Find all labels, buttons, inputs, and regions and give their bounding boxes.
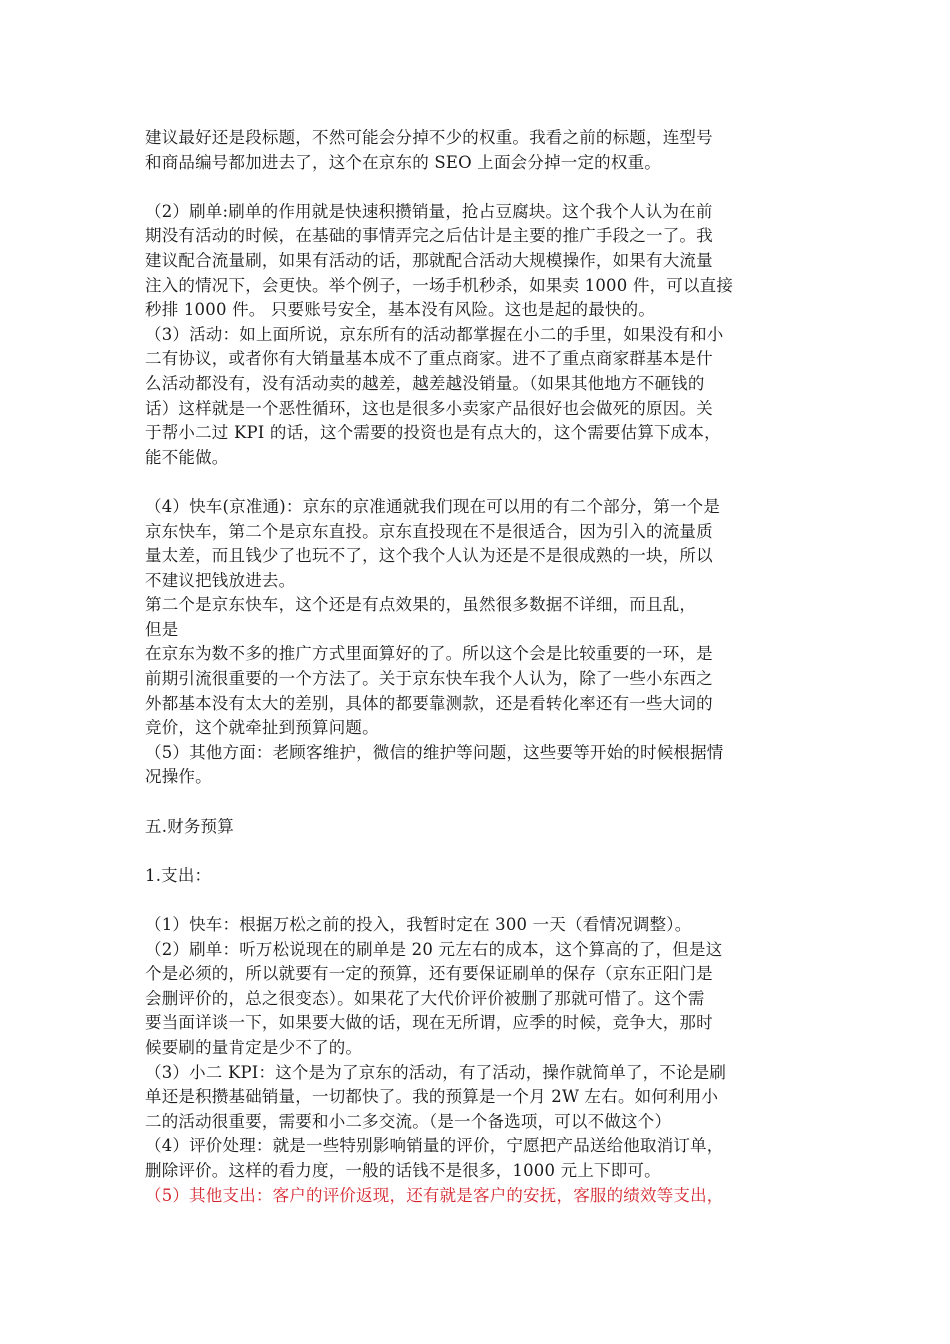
text-line: （1）快车：根据万松之前的投入，我暂时定在 300 一天（看情况调整）。: [145, 915, 692, 934]
text-line: 况操作。: [145, 767, 212, 787]
text-line: 前期引流很重要的一个方法了。关于京东快车我个人认为，除了一些小东西之: [145, 669, 713, 689]
text-line: 能不能做。: [145, 447, 229, 467]
blank-line: [145, 888, 810, 913]
text-line: 秒排 1000 件。 只要账号安全，基本没有风险。这也是起的最快的。: [145, 300, 656, 320]
text-line: 不建议把钱放进去。: [145, 570, 296, 590]
text-line: 五.财务预算: [145, 816, 234, 836]
text-line: （4）评价处理：就是一些特别影响销量的评价，宁愿把产品送给他取消订单，: [145, 1136, 724, 1156]
text-line: 二有协议，或者你有大销量基本成不了重点商家。进不了重点商家群基本是什: [145, 349, 713, 369]
text-line: 单还是积攒基础销量，一切都快了。我的预算是一个月 2W 左右。如何利用小: [145, 1087, 719, 1107]
text-line: （2）刷单：听万松说现在的刷单是 20 元左右的成本，这个算高的了，但是这: [145, 939, 723, 959]
text-line: 外都基本没有太大的差别，具体的都要靠测款，还是看转化率还有一些大词的: [145, 693, 713, 713]
blank-line: [145, 470, 810, 495]
text-line: 和商品编号都加进去了，这个在京东的 SEO 上面会分掉一定的权重。: [145, 152, 661, 172]
blank-line: [145, 790, 810, 815]
text-line: 么活动都没有，没有活动卖的越差，越差越没销量。（如果其他地方不砸钱的: [145, 373, 705, 393]
text-line: 个是必须的，所以就要有一定的预算，还有要保证刷单的保存（京东正阳门是: [145, 964, 713, 984]
text-line: 要当面详谈一下，如果要大做的话，现在无所谓，应季的时候，竞争大，那时: [145, 1013, 713, 1033]
text-line: 量太差，而且钱少了也玩不了，这个我个人认为还是不是很成熟的一块，所以: [145, 546, 713, 566]
document-page: [145, 126, 810, 1208]
text-line: （3）活动：如上面所说，京东所有的活动都掌握在小二的手里，如果没有和小: [145, 324, 724, 344]
text-line: 1.支出：: [145, 865, 212, 885]
text-line: 于帮小二过 KPI 的话，这个需要的投资也是有点大的，这个需要估算下成本，: [145, 423, 721, 443]
text-line: 候要刷的量肯定是少不了的。: [145, 1037, 363, 1057]
text-line: 建议最好还是段标题，不然可能会分掉不少的权重。我看之前的标题，连型号: [145, 128, 713, 147]
text-line: （4）快车(京准通)：京东的京准通就我们现在可以用的有二个部分，第一个是: [145, 496, 721, 516]
text-line: 删除评价。这样的看力度，一般的话钱不是很多，1000 元上下即可。: [145, 1160, 661, 1180]
text-line: （2）刷单:刷单的作用就是快速积攒销量，抢占豆腐块。这个我个人认为在前: [145, 201, 713, 221]
text-line: 建议配合流量刷，如果有活动的话，那就配合活动大规模操作，如果有大流量: [145, 250, 713, 270]
text-line: （3）小二 KPI：这个是为了京东的活动，有了活动，操作就简单了，不论是刷: [145, 1062, 727, 1082]
text-line: 期没有活动的时候，在基础的事情弄完之后估计是主要的推广手段之一了。我: [145, 226, 713, 246]
text-line: 话）这样就是一个恶性循环，这也是很多小卖家产品很好也会做死的原因。关: [145, 398, 713, 418]
blank-line: [145, 839, 810, 864]
text-line: 第二个是京东快车，这个还是有点效果的，虽然很多数据不详细，而且乱，: [145, 595, 697, 615]
text-line: 但是: [145, 619, 179, 639]
text-line: （5）其他方面：老顾客维护，微信的维护等问题，这些要等开始的时候根据情: [145, 742, 724, 762]
text-line: 竞价，这个就牵扯到预算问题。: [145, 718, 379, 738]
text-line: 会删评价的，总之很变态）。如果花了大代价评价被删了那就可惜了。这个需: [145, 988, 705, 1008]
text-line: 京东快车，第二个是京东直投。京东直投现在不是很适合，因为引入的流量质: [145, 521, 713, 541]
blank-line: [145, 175, 810, 200]
text-line: 注入的情况下，会更快。举个例子，一场手机秒杀，如果卖 1000 件，可以直接: [145, 275, 734, 295]
text-line: 在京东为数不多的推广方式里面算好的了。所以这个会是比较重要的一环，是: [145, 644, 713, 664]
highlighted-text-line: （5）其他支出：客户的评价返现，还有就是客户的安抚，客服的绩效等支出，: [145, 1185, 724, 1205]
text-line: 二的活动很重要，需要和小二多交流。（是一个备选项，可以不做这个）: [145, 1111, 672, 1131]
